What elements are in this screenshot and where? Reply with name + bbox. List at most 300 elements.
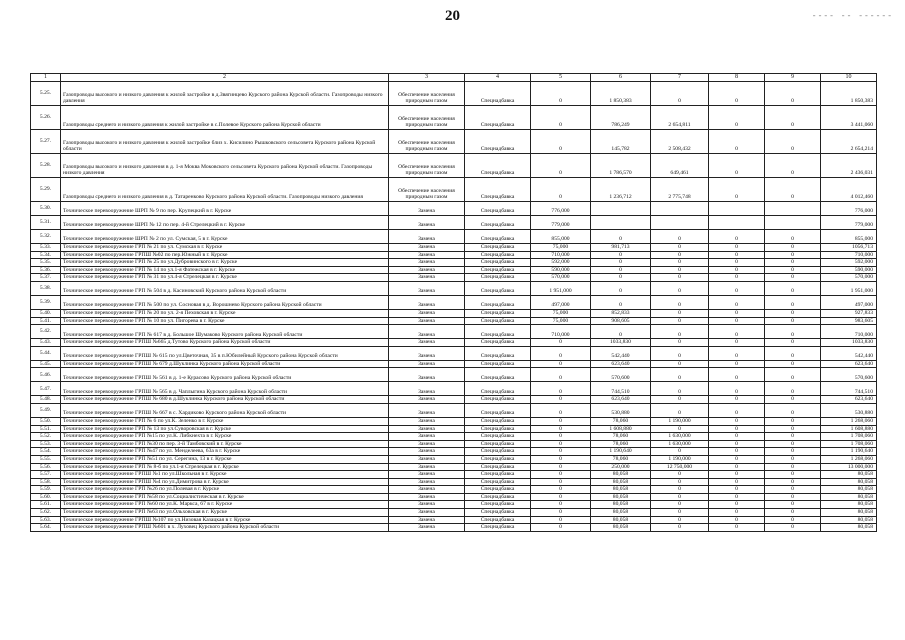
- row-value-col9: 0: [765, 524, 821, 532]
- row-number: 5.38.: [31, 281, 61, 295]
- row-name: Техническое перевооружение ГРПШ №665 д.Тутово Курского района Курской области: [61, 339, 389, 347]
- row-value-col8: 0: [709, 130, 765, 154]
- row-value-col7: 0: [651, 339, 709, 347]
- row-value-col5: 0: [531, 493, 591, 501]
- row-funding-source: Спецнадбавка: [465, 493, 531, 501]
- row-value-col6: 0: [591, 295, 651, 309]
- row-purpose: Замена: [389, 433, 465, 441]
- row-value-col8: 0: [709, 281, 765, 295]
- row-funding-source: Спецнадбавка: [465, 130, 531, 154]
- row-funding-source: Спецнадбавка: [465, 360, 531, 368]
- row-value-total: 623,640: [821, 360, 877, 368]
- row-value-col7: 649,461: [651, 154, 709, 178]
- row-name: Техническое перевооружение ГРП № 10 по ул. Пигорева в г. Курске: [61, 317, 389, 325]
- row-number: 5.27.: [31, 130, 61, 154]
- table-row: [31, 130, 877, 154]
- row-value-col5: 590,000: [531, 266, 591, 274]
- row-name: Техническое перевооружение ГРП №63 по ул.Ольховская в г. Курске: [61, 509, 389, 517]
- row-value-col5: 710,000: [531, 325, 591, 339]
- row-name: Техническое перевооружение ГРП № 504 в д. Касиновский Курского района Курской области: [61, 281, 389, 295]
- table-row: [31, 396, 877, 404]
- row-value-col9: 0: [765, 396, 821, 404]
- row-purpose: Замена: [389, 274, 465, 282]
- row-funding-source: Спецнадбавка: [465, 325, 531, 339]
- row-value-total: 530,880: [821, 403, 877, 417]
- row-value-col8: 0: [709, 486, 765, 494]
- row-value-col9: 0: [765, 178, 821, 202]
- row-purpose: Обеспечение населения природным газом: [389, 154, 465, 178]
- row-value-col9: [765, 216, 821, 230]
- row-value-col7: 0: [651, 251, 709, 259]
- row-number: 5.37.: [31, 274, 61, 282]
- row-number: 5.43.: [31, 339, 61, 347]
- row-value-total: 1033,830: [821, 339, 877, 347]
- row-number: 5.56.: [31, 463, 61, 471]
- table-row: [31, 433, 877, 441]
- row-funding-source: Спецнадбавка: [465, 230, 531, 244]
- row-name: Техническое перевооружение ГРПШ №02 по пер.Южный в г. Курске: [61, 251, 389, 259]
- row-value-col7: 0: [651, 274, 709, 282]
- table-row: [31, 281, 877, 295]
- row-value-col6: 542,440: [591, 346, 651, 360]
- row-funding-source: Спецнадбавка: [465, 346, 531, 360]
- row-name: Техническое перевооружение ГРПШ №4 по ул.Димитрова в г. Курске: [61, 478, 389, 486]
- row-value-col7: 0: [651, 295, 709, 309]
- row-name: Техническое перевооружение ГРП №58 по ул.Социалистическая в г. Курске: [61, 493, 389, 501]
- row-value-col6: 981,713: [591, 244, 651, 252]
- row-value-total: 80,058: [821, 478, 877, 486]
- row-value-col7: 0: [651, 82, 709, 106]
- row-value-col6: 1033,830: [591, 339, 651, 347]
- row-funding-source: Спецнадбавка: [465, 516, 531, 524]
- row-value-col6: 78,060: [591, 455, 651, 463]
- table-row: [31, 403, 877, 417]
- row-purpose: Замена: [389, 346, 465, 360]
- row-name: Техническое перевооружение ГРПШ № 679 д.Шуклинка Курского района Курской области: [61, 360, 389, 368]
- row-value-col7: 0: [651, 259, 709, 267]
- row-value-col7: 0: [651, 478, 709, 486]
- row-purpose: Замена: [389, 425, 465, 433]
- row-number: 5.32.: [31, 230, 61, 244]
- row-value-col8: 0: [709, 455, 765, 463]
- row-name: Техническое перевооружение ГРПШ № 680 в д.Шуклинка Курского района Курской области: [61, 396, 389, 404]
- row-value-col8: 0: [709, 360, 765, 368]
- row-value-col5: 0: [531, 154, 591, 178]
- row-value-col7: 12 750,000: [651, 463, 709, 471]
- row-value-col7: 0: [651, 309, 709, 317]
- row-purpose: Замена: [389, 325, 465, 339]
- table-row: [31, 244, 877, 252]
- col-header-9: 9: [765, 74, 821, 82]
- col-header-5: 5: [531, 74, 591, 82]
- row-number: 5.63.: [31, 516, 61, 524]
- row-value-col7: 1 630,000: [651, 440, 709, 448]
- row-number: 5.39.: [31, 295, 61, 309]
- row-value-col6: [591, 202, 651, 216]
- row-value-col7: 0: [651, 486, 709, 494]
- row-value-total: 80,058: [821, 486, 877, 494]
- row-name: Техническое перевооружение ГРПШ №601 в х. Луховец Курского района Курской области: [61, 524, 389, 532]
- row-value-col8: 0: [709, 266, 765, 274]
- row-value-col7: 2 508,432: [651, 130, 709, 154]
- row-number: 5.33.: [31, 244, 61, 252]
- row-funding-source: Спецнадбавка: [465, 455, 531, 463]
- row-value-total: 80,058: [821, 524, 877, 532]
- row-funding-source: Спецнадбавка: [465, 448, 531, 456]
- row-value-col6: 250,000: [591, 463, 651, 471]
- row-value-total: 13 000,000: [821, 463, 877, 471]
- row-funding-source: Спецнадбавка: [465, 317, 531, 325]
- row-value-col5: 497,000: [531, 295, 591, 309]
- row-value-col8: 0: [709, 493, 765, 501]
- row-value-col5: 0: [531, 524, 591, 532]
- row-name: Техническое перевооружение ГРП № 20 по ул. 2-я Пеховская в г. Курске: [61, 309, 389, 317]
- row-name: Техническое перевооружение ГРП № 8-б по ул.1-я Стрелецкая в г. Курске: [61, 463, 389, 471]
- row-funding-source: Спецнадбавка: [465, 440, 531, 448]
- table-row: [31, 154, 877, 178]
- row-value-col5: 0: [531, 463, 591, 471]
- row-value-col9: 0: [765, 325, 821, 339]
- row-funding-source: Спецнадбавка: [465, 417, 531, 425]
- row-funding-source: Спецнадбавка: [465, 339, 531, 347]
- row-value-total: 1056,713: [821, 244, 877, 252]
- row-value-col6: 0: [591, 230, 651, 244]
- row-value-col9: 0: [765, 403, 821, 417]
- row-purpose: Замена: [389, 251, 465, 259]
- row-value-total: 776,000: [821, 202, 877, 216]
- row-value-col5: 779,000: [531, 216, 591, 230]
- row-purpose: Замена: [389, 309, 465, 317]
- row-name: Газопроводы высокого и низкого давления в д. 1-я Моква Моковского сельсовета Курского района Курской области. Газопроводы низкого давления: [61, 154, 389, 178]
- row-value-col5: 0: [531, 501, 591, 509]
- row-value-col7: 1 190,000: [651, 455, 709, 463]
- row-purpose: Замена: [389, 493, 465, 501]
- table-row: [31, 486, 877, 494]
- row-purpose: Обеспечение населения природным газом: [389, 130, 465, 154]
- row-value-col9: 0: [765, 425, 821, 433]
- row-purpose: Замена: [389, 403, 465, 417]
- row-value-total: 1 268,060: [821, 455, 877, 463]
- row-purpose: Замена: [389, 230, 465, 244]
- row-funding-source: Спецнадбавка: [465, 524, 531, 532]
- row-value-col7: 0: [651, 396, 709, 404]
- row-value-total: 3 441,060: [821, 106, 877, 130]
- row-value-col6: 530,880: [591, 403, 651, 417]
- row-funding-source: Спецнадбавка: [465, 244, 531, 252]
- row-value-col8: 0: [709, 154, 765, 178]
- table-row: [31, 325, 877, 339]
- row-value-col9: 0: [765, 266, 821, 274]
- row-value-col9: 0: [765, 251, 821, 259]
- row-value-col7: 0: [651, 516, 709, 524]
- row-value-col5: 0: [531, 178, 591, 202]
- row-name: Техническое перевооружение ШРП № 9 по пер. Крупецкий в г. Курске: [61, 202, 389, 216]
- row-value-col8: 0: [709, 509, 765, 517]
- row-value-col8: 0: [709, 478, 765, 486]
- row-value-col5: 855,000: [531, 230, 591, 244]
- row-number: 5.34.: [31, 251, 61, 259]
- row-funding-source: Спецнадбавка: [465, 82, 531, 106]
- row-value-col9: 0: [765, 259, 821, 267]
- row-value-col6: 80,058: [591, 478, 651, 486]
- table-row: [31, 509, 877, 517]
- table-row: [31, 295, 877, 309]
- row-value-col7: [651, 216, 709, 230]
- row-funding-source: Спецнадбавка: [465, 425, 531, 433]
- row-funding-source: Спецнадбавка: [465, 274, 531, 282]
- row-value-total: 855,000: [821, 230, 877, 244]
- row-value-col7: [651, 202, 709, 216]
- row-funding-source: Спецнадбавка: [465, 463, 531, 471]
- row-name: Газопроводы высокого и низкого давления к жилой застройке близ х. Кисилино Рышковского сельсовета Курского района Курской области: [61, 130, 389, 154]
- row-number: 5.64.: [31, 524, 61, 532]
- row-value-col7: 0: [651, 403, 709, 417]
- row-value-col6: 1 190,640: [591, 448, 651, 456]
- row-name: Техническое перевооружение ШРП № 12 по пер. 4-й Стрелецкий в г. Курске: [61, 216, 389, 230]
- row-value-col8: 0: [709, 274, 765, 282]
- col-header-7: 7: [651, 74, 709, 82]
- row-value-col6: 0: [591, 266, 651, 274]
- row-value-col5: 0: [531, 455, 591, 463]
- row-value-col6: 80,058: [591, 471, 651, 479]
- row-name: Техническое перевооружение ГРП №26 по ул.Полевая в г. Курске: [61, 486, 389, 494]
- row-value-col7: 0: [651, 230, 709, 244]
- page-number: 20: [445, 8, 460, 24]
- row-number: 5.57.: [31, 471, 61, 479]
- row-value-col8: 0: [709, 317, 765, 325]
- row-name: Техническое перевооружение ГРП № 6 по ул.К. Зеленко в г. Курске: [61, 417, 389, 425]
- corner-mark: ---- -- ------: [811, 12, 893, 21]
- col-header-6: 6: [591, 74, 651, 82]
- row-value-total: 623,640: [821, 396, 877, 404]
- row-value-col8: 0: [709, 440, 765, 448]
- row-funding-source: Спецнадбавка: [465, 202, 531, 216]
- row-purpose: Замена: [389, 478, 465, 486]
- row-number: 5.44.: [31, 346, 61, 360]
- row-value-col7: 0: [651, 368, 709, 382]
- row-value-col9: 0: [765, 339, 821, 347]
- row-value-col5: 75,000: [531, 244, 591, 252]
- row-value-col9: 0: [765, 455, 821, 463]
- row-value-total: 590,000: [821, 266, 877, 274]
- row-funding-source: Спецнадбавка: [465, 266, 531, 274]
- row-value-col9: 0: [765, 493, 821, 501]
- row-value-col9: 0: [765, 82, 821, 106]
- row-name: Техническое перевооружение ГРПШ №107 по ул.Низовая Казацкая в г. Курске: [61, 516, 389, 524]
- row-funding-source: Спецнадбавка: [465, 281, 531, 295]
- row-value-col7: 0: [651, 360, 709, 368]
- row-purpose: Замена: [389, 455, 465, 463]
- table-row: [31, 382, 877, 396]
- row-purpose: Замена: [389, 382, 465, 396]
- row-value-col9: 0: [765, 130, 821, 154]
- row-number: 5.54.: [31, 448, 61, 456]
- row-purpose: Замена: [389, 417, 465, 425]
- row-value-total: 710,000: [821, 251, 877, 259]
- row-value-col9: 0: [765, 317, 821, 325]
- table-row: [31, 274, 877, 282]
- row-value-col9: 0: [765, 463, 821, 471]
- row-value-col7: 2 775,748: [651, 178, 709, 202]
- row-value-col8: 0: [709, 244, 765, 252]
- row-value-col6: 0: [591, 251, 651, 259]
- col-header-8: 8: [709, 74, 765, 82]
- table-row: [31, 360, 877, 368]
- row-value-col5: 0: [531, 360, 591, 368]
- row-value-col5: 0: [531, 516, 591, 524]
- row-value-col9: 0: [765, 346, 821, 360]
- row-name: Техническое перевооружение ГРП № 617 в д. Большое Шумаково Курского района Курской области: [61, 325, 389, 339]
- row-number: 5.49.: [31, 403, 61, 417]
- row-funding-source: Спецнадбавка: [465, 309, 531, 317]
- row-value-col6: 1 850,383: [591, 82, 651, 106]
- row-value-col6: 80,058: [591, 493, 651, 501]
- row-funding-source: Спецнадбавка: [465, 486, 531, 494]
- row-value-col6: 145,782: [591, 130, 651, 154]
- table-row: [31, 471, 877, 479]
- row-value-total: 80,058: [821, 509, 877, 517]
- row-value-total: 80,058: [821, 471, 877, 479]
- row-value-col8: 0: [709, 396, 765, 404]
- row-number: 5.50.: [31, 417, 61, 425]
- row-value-col6: 80,058: [591, 509, 651, 517]
- row-value-col8: 0: [709, 178, 765, 202]
- row-value-col6: 78,060: [591, 433, 651, 441]
- row-value-col9: [765, 202, 821, 216]
- row-value-col9: 0: [765, 106, 821, 130]
- row-purpose: Замена: [389, 216, 465, 230]
- row-name: Техническое перевооружение ГРПШ №1 по ул.Школьная в г. Курске: [61, 471, 389, 479]
- row-value-col5: 0: [531, 471, 591, 479]
- row-name: Техническое перевооружение ГРП № 21 по ул. Сумская в г. Курске: [61, 244, 389, 252]
- row-purpose: Замена: [389, 486, 465, 494]
- row-value-col7: 1 190,000: [651, 417, 709, 425]
- row-value-col6: 623,640: [591, 360, 651, 368]
- row-value-col5: 0: [531, 82, 591, 106]
- row-value-col8: 0: [709, 425, 765, 433]
- row-purpose: Замена: [389, 259, 465, 267]
- row-value-col5: 0: [531, 368, 591, 382]
- row-value-col6: 78,060: [591, 440, 651, 448]
- row-number: 5.58.: [31, 478, 61, 486]
- table-row: [31, 266, 877, 274]
- row-value-col5: 776,000: [531, 202, 591, 216]
- table-row: [31, 478, 877, 486]
- row-value-col8: 0: [709, 106, 765, 130]
- row-value-col9: 0: [765, 154, 821, 178]
- row-value-col6: 1 786,570: [591, 154, 651, 178]
- row-value-total: 983,605: [821, 317, 877, 325]
- row-funding-source: Спецнадбавка: [465, 216, 531, 230]
- row-name: Газопроводы высокого и низкого давления к жилой застройке в д.Звягинцево Курского района Курской области. Газопроводы низкого давления: [61, 82, 389, 106]
- row-name: Техническое перевооружение ГРП № 13 по ул.Суворовская в г. Курске: [61, 425, 389, 433]
- col-header-2: 2: [61, 74, 389, 82]
- table-row: [31, 309, 877, 317]
- row-purpose: Замена: [389, 368, 465, 382]
- row-funding-source: Спецнадбавка: [465, 471, 531, 479]
- col-header-4: 4: [465, 74, 531, 82]
- row-purpose: Замена: [389, 339, 465, 347]
- table-row: [31, 346, 877, 360]
- row-value-col7: 1 630,000: [651, 433, 709, 441]
- row-value-col5: 0: [531, 417, 591, 425]
- row-purpose: Замена: [389, 509, 465, 517]
- row-value-col5: 75,000: [531, 317, 591, 325]
- row-value-total: 2 436,031: [821, 154, 877, 178]
- row-value-col6: 623,640: [591, 396, 651, 404]
- row-funding-source: Спецнадбавка: [465, 259, 531, 267]
- col-header-3: 3: [389, 74, 465, 82]
- row-name: Техническое перевооружение ГРП №15 по ул.К. Либкнехта в г. Курске: [61, 433, 389, 441]
- row-value-col6: 0: [591, 281, 651, 295]
- table-row: [31, 216, 877, 230]
- row-value-total: 1 708,060: [821, 440, 877, 448]
- row-value-col7: 0: [651, 281, 709, 295]
- row-value-col7: 0: [651, 346, 709, 360]
- row-value-col9: 0: [765, 368, 821, 382]
- row-number: 5.53.: [31, 440, 61, 448]
- row-number: 5.51.: [31, 425, 61, 433]
- table-row: [31, 417, 877, 425]
- row-value-col8: 0: [709, 448, 765, 456]
- row-value-col5: 0: [531, 403, 591, 417]
- row-value-total: 1 850,383: [821, 82, 877, 106]
- row-value-col9: 0: [765, 230, 821, 244]
- row-name: Техническое перевооружение ГРП №51 по ул. Серегина, 13 в г. Курске: [61, 455, 389, 463]
- col-header-1: 1: [31, 74, 61, 82]
- row-value-col7: 0: [651, 425, 709, 433]
- row-name: Техническое перевооружение ГРП № 14 по ул.1-я Фатежская в г. Курске: [61, 266, 389, 274]
- row-purpose: Замена: [389, 202, 465, 216]
- row-purpose: Обеспечение населения природным газом: [389, 178, 465, 202]
- row-value-col7: 0: [651, 501, 709, 509]
- row-purpose: Замена: [389, 396, 465, 404]
- row-value-col6: 852,833: [591, 309, 651, 317]
- row-value-col8: 0: [709, 325, 765, 339]
- row-value-col5: 0: [531, 346, 591, 360]
- table-row: [31, 455, 877, 463]
- row-value-total: 710,000: [821, 325, 877, 339]
- row-value-col8: 0: [709, 463, 765, 471]
- row-value-total: 1 708,060: [821, 433, 877, 441]
- row-value-col5: 0: [531, 130, 591, 154]
- row-number: 5.46.: [31, 368, 61, 382]
- row-name: Газопроводы среднего и низкого давления к жилой застройке в с.Полевое Курского района Курской области: [61, 106, 389, 130]
- row-number: 5.62.: [31, 509, 61, 517]
- row-value-col8: 0: [709, 403, 765, 417]
- row-value-total: 2 654,214: [821, 130, 877, 154]
- row-value-col6: 744,510: [591, 382, 651, 396]
- row-value-col5: 0: [531, 448, 591, 456]
- row-value-total: 779,000: [821, 216, 877, 230]
- row-value-col9: 0: [765, 309, 821, 317]
- row-value-col7: 0: [651, 325, 709, 339]
- table-row: [31, 82, 877, 106]
- row-value-col9: 0: [765, 448, 821, 456]
- row-value-col8: 0: [709, 501, 765, 509]
- table-row: [31, 251, 877, 259]
- row-number: 5.40.: [31, 309, 61, 317]
- row-value-col8: 0: [709, 346, 765, 360]
- row-value-total: 592,000: [821, 259, 877, 267]
- row-value-total: 927,833: [821, 309, 877, 317]
- row-value-col9: 0: [765, 281, 821, 295]
- row-value-total: 497,000: [821, 295, 877, 309]
- row-number: 5.36.: [31, 266, 61, 274]
- row-value-col8: 0: [709, 251, 765, 259]
- row-number: 5.60.: [31, 493, 61, 501]
- row-value-col6: 0: [591, 274, 651, 282]
